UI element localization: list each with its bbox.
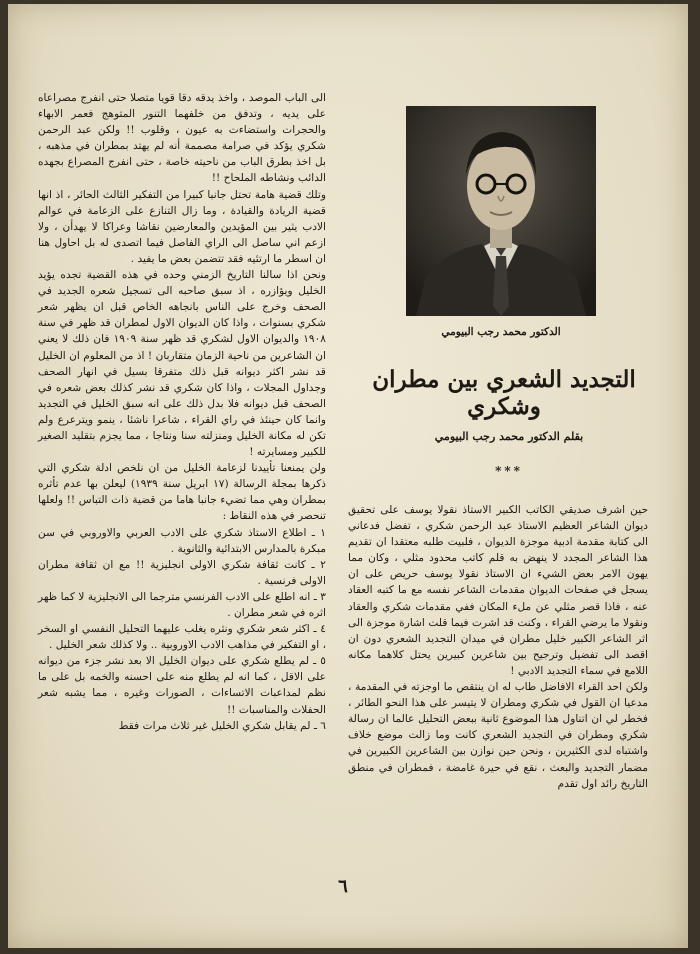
paragraph: ونحن اذا سالنا التاريخ الزمني وحده في هذه القضية تجده يؤيد الخليل ويؤازره ، اذ سبق صاحبه الى تسجيل شعره الجديد في الصحف وخرج على الناس بانجاهه الخاص قبل ان يظهر شعر شكري بسنوات ، واذا كان الديوان الاول لمطران قد ظهر في سنة ١٩٠٨ والديوان الاول لشكري قد ظهر سنة ١٩٠٩ فان ذلك لا يعني ان الشاعرين من ناحية الزمان متقاربان ! اذ من المعلوم ان الخليل قد نشر اكثر ديوانه قبل ذلك متفرقا بسيل في انهار الصحف وجداول المجلات ، واذا كان شكري قد نشر كذلك بعض شعره في الصحف قبل ديوانه فلا بدل ذلك على انه سبق الخليل في التجديد وانما كان حينئذ في راي القراء ، شاعرا ناشئا ، ينمو ويترعرع ولم تكن له مكانة الخليل ومنزلته سنا ونتاجا ، مما يجزم بتقليد الصغير للكبير ومسايرته ! <box>38 269 326 459</box>
paragraph: ولن يمنعنا تأييدنا لزعامة الخليل من ان نلخص ادلة شكري التي ذكرها بمجلة الرسالة (١٧ ابريل سنة ١٩٣٩) ليعلن بها عدم تأثره بمطران وهي مما تضيء جانبا هاما من قضية ذات التباس !! ولعلها تنحصر في هذه النقاط : <box>38 462 326 523</box>
list-item: ١ ـ اطلاع الاستاذ شكري على الادب العربي والاوروبي في سن مبكرة بالمدارس الابتدائية والثانوية . <box>38 526 326 555</box>
list-item: ٥ ـ لم يطلع شكري على ديوان الخليل الا بعد نشر جزء من ديوانه على الاقل ، كما انه لم يطلع منه على احسنه والخمه بل على ما نظم لمداعبات الاتساءات ، الصورات وغيره ، مما يشبه شعر الحفلات والمناسبات !! <box>38 655 326 716</box>
left-text-column <box>38 90 326 734</box>
paragraph: وتلك قضية هامة تحتل جانبا كبيرا من التفكير الثالث الحائر ، اذ انها قضية الريادة والقيادة ، وما زال التنازع على الزعامة في عوالم الادب يثير بين المؤيدين والمعارضين نقاشا وعراكا لا يهدأن ، ولا ازعم اني ساصل الى الراي الفاصل فيما اتصدى له بل احاول هنا ان اسطر ما ارتئيه فقد تتضمن بعض ما يفيد . <box>38 188 326 265</box>
portrait-illustration <box>406 106 596 316</box>
paragraph: ولكن احد القراء الافاضل طاب له ان ينتقص ما اوجزته في المقدمة ، مدعيا ان القول في شكري ومطران لا يتيسر على هذا النحو الطائر ، فخطر لي ان اتناول هذا الموضوع ثانية ببعض التحليل عالما ان رسالة شكري ومطران في التجديد الشعري كانت وما زالت موضع خلاف واشتباه لدى الكثيرين ، ونحن حين نوازن بين الشاعرين الكبيرين في مضمار التجديد والبعث ، نقع في حيرة غامضة ، فمطران في منطق التاريخ رائد اول تقدم <box>348 681 648 790</box>
paragraph: الى الباب الموصد ، واخذ يدقه دقا قويا متصلا حتى انفرج مصراعاه على يديه ، وتدفق من خلفهما التنور المتوهج فعمر الابهاء والحجرات واستضاءت به عيون ، وقلوب !! ولكن عبد الرحمن شكري يؤكد في صرامة مصممة أنه لم يهتد بمطران في مذهبه ، بل اخذ بطرق الباب من ناحيته خاصة ، حتى انفرج المصراع بجهده الدائب ونشاطه الملحاح !! <box>38 92 326 185</box>
magazine-page <box>8 4 688 948</box>
portrait-caption: الدكتور محمد رجب البيومي <box>441 326 561 338</box>
list-item: ٦ ـ لم يقابل شكري الخليل غير ثلاث مرات فقط <box>118 719 326 732</box>
article-title: التجديد الشعري بين مطران وشكري <box>372 366 636 420</box>
page-number: ٦ <box>338 876 348 897</box>
article-byline: بقلم الدكتور محمد رجب البيومي <box>434 430 584 443</box>
author-portrait <box>406 106 596 316</box>
section-separator: *** <box>495 464 523 478</box>
list-item: ٢ ـ كانت ثقافة شكري الاولى انجليزية !! مع ان ثقافة مطران الاولى فرنسية . <box>38 558 326 587</box>
list-item: ٣ ـ انه اطلع على الادب الفرنسي مترجما الى الانجليزية لا كما ظهر اثره في شعر مطران . <box>38 590 326 619</box>
right-text-column <box>348 502 648 792</box>
list-item: ٤ ـ اكثر شعر شكري ونثره يغلب عليهما التحليل النفسي او السخر ، او التفكير في مذاهب الادب الاوروبية .. ولا كذلك شعر الخليل . <box>38 623 326 652</box>
paragraph: حين اشرف صديقي الكاتب الكبير الاستاذ نقولا يوسف على تحقيق ديوان الشاعر العظيم الاستاذ عبد الرحمن شكري ، تفضل فدعاني الى كتابة مقدمة ادبية موجزة الديوان ، فلبيت طلبه معتقدا ان تقديم هذا الشاعر المجدد لا ينهض به قلم كاتب محدود مثلي ، وكان مما يهون الامر بعض الشيء ان الاستاذ نقولا يوسف حريص على ان يسجل في صفحات الديوان مقدمات الشاعر نفسه مع ما كتبه العقاد عنه ، فاذا قصر مثلي عن ملء المكان ففي مقدمات شكري والعقاد ونقولا ما يرضي القراء ، وكنت قد اشرت فيما قلت اشارة موجزة الى اثر الشاعر الكبير خليل مطران في ميدان التجديد الشعري دون ان اقصد الى تفضيل وترجيح بين شاعرين كبيرين يحتل كلاهما مكانه اللامع في سماء التجديد الادبي ! <box>348 504 648 677</box>
